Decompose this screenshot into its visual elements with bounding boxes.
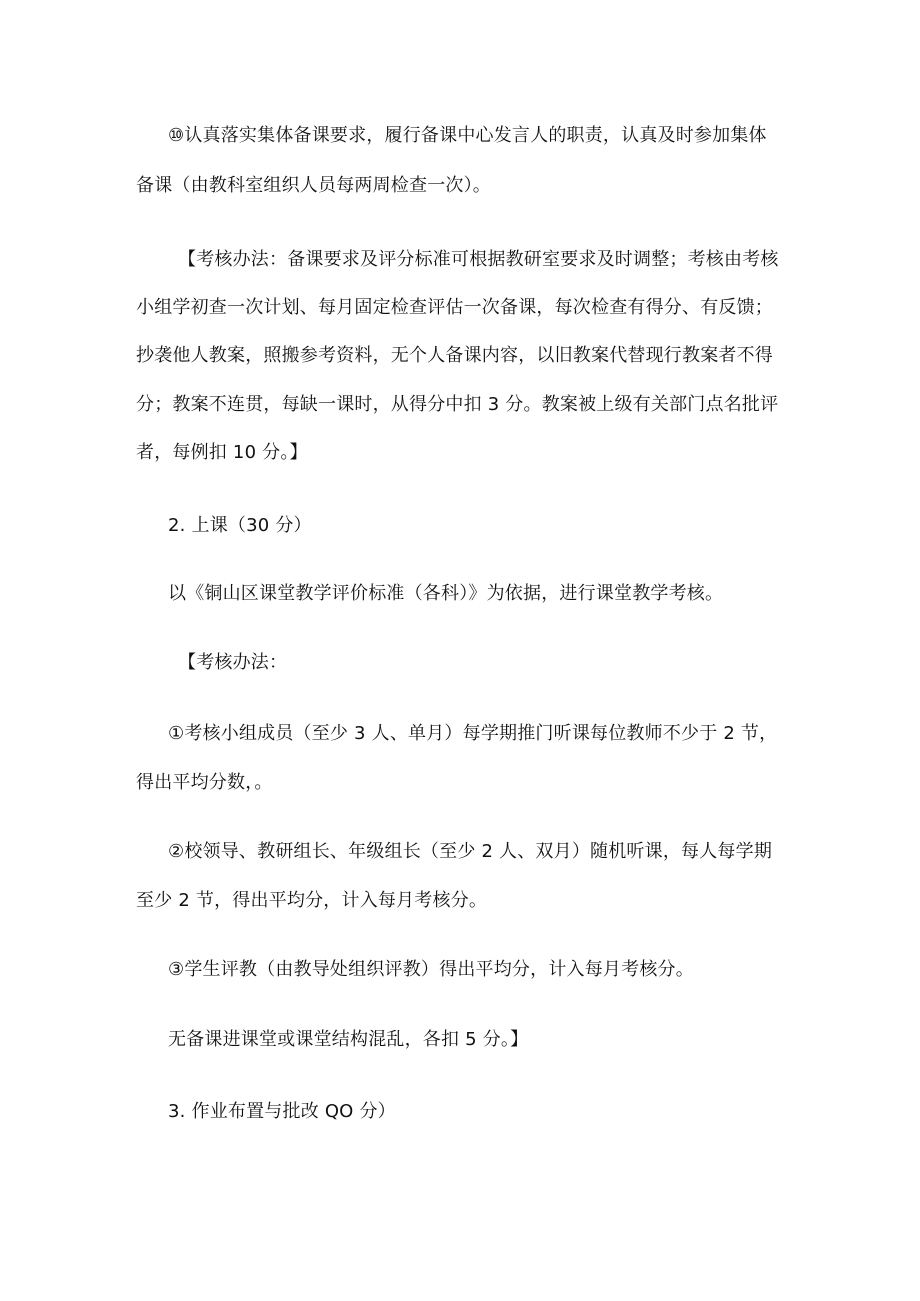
section-heading-3: 3. 作业布置与批改 QO 分） bbox=[168, 1101, 396, 1122]
paragraph-line-1: ⑩认真落实集体备课要求，履行备课中心发言人的职责，认真及时参加集体 bbox=[168, 125, 767, 146]
penalty-line: 无备课进课堂或课堂结构混乱，各扣 5 分。】 bbox=[168, 1029, 529, 1050]
method-item-1-line-1: ①考核小组成员（至少 3 人、单月）每学期推门听课每位教师不少于 2 节， bbox=[168, 723, 778, 744]
assessment-method-heading: 【考核办法： bbox=[178, 652, 288, 673]
method-item-2-line-1: ②校领导、教研组长、年级组长（至少 2 人、双月）随机听课，每人每学期 bbox=[168, 841, 773, 862]
assessment-line-4: 分；教案不连贯，每缺一课时，从得分中扣 3 分。教案被上级有关部门点名批评 bbox=[136, 394, 779, 415]
assessment-line-2: 小组学初查一次计划、每月固定检查评估一次备课，每次检查有得分、有反馈； bbox=[136, 297, 773, 318]
method-item-1-line-2: 得出平均分数，。 bbox=[136, 772, 273, 793]
section-heading-2: 2. 上课（30 分） bbox=[168, 515, 312, 536]
assessment-line-5: 者，每例扣 10 分。】 bbox=[136, 442, 308, 463]
assessment-line-3: 抄袭他人教案，照搬参考资料，无个人备课内容，以旧教案代替现行教案者不得 bbox=[136, 345, 773, 366]
paragraph-line-2: 备课（由教科室组织人员每两周检查一次）。 bbox=[136, 175, 491, 196]
assessment-line-1: 【考核办法：备课要求及评分标准可根据教研室要求及时调整；考核由考核 bbox=[178, 249, 779, 270]
method-item-2-line-2: 至少 2 节，得出平均分，计入每月考核分。 bbox=[136, 890, 488, 911]
method-item-3: ③学生评教（由教导处组织评教）得出平均分，计入每月考核分。 bbox=[168, 959, 694, 980]
basis-line: 以《铜山区课堂教学评价标准（各科）》为依据，进行课堂教学考核。 bbox=[168, 583, 724, 604]
